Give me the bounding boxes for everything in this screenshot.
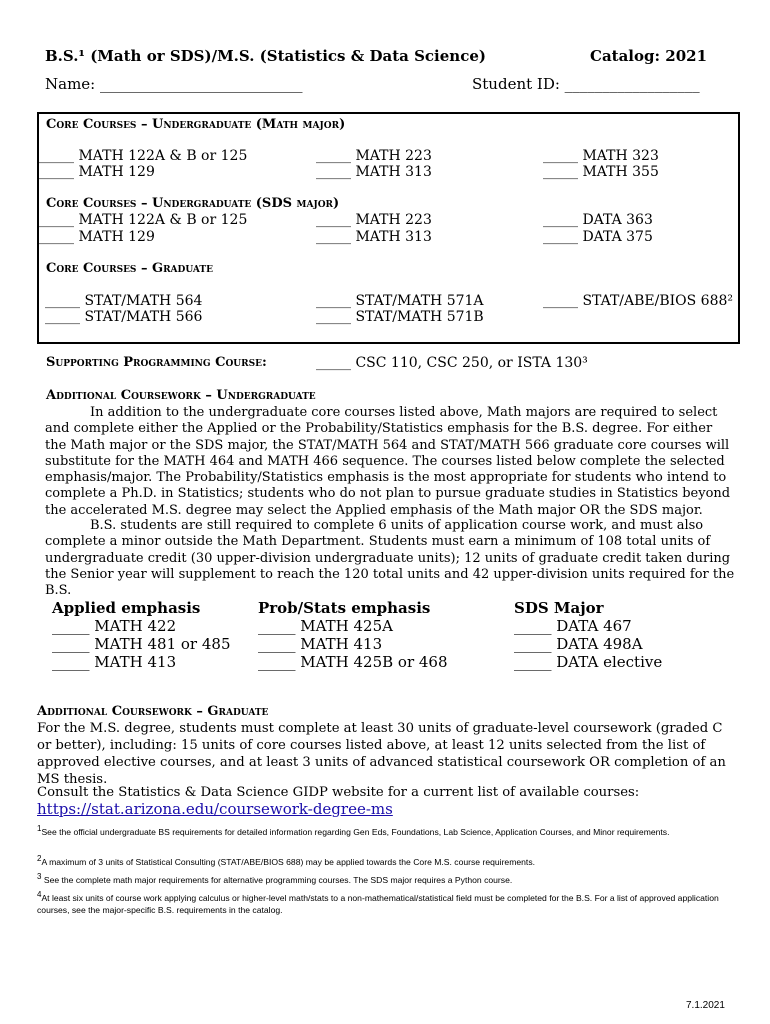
footnote-text: See the official undergraduate BS requirements for detailed information regarding Gen Eds, Foundations, Lab Science, Application Courses, and Minor requirements. xyxy=(41,827,670,837)
additional-ug-paragraph-2: B.S. students are still required to complete 6 units of application course work, and must also complete a minor outside the Math Department. Students must earn a minimum of 108 total units of undergraduate credit (30 upper-division undergraduate units); 12 units of graduate credit taken during the Senior year will supplement to reach the 120 total units and 42 upper-division units required for the B.S. xyxy=(45,518,735,599)
emphasis-course: _____ MATH 481 or 485 xyxy=(52,635,231,653)
footnote-text: See the complete math major requirements for alternative programming courses. The SDS major requires a Python course. xyxy=(41,875,513,885)
core-sds-heading: Core Courses – Undergraduate (SDS major) xyxy=(46,196,340,211)
core-sds-course: _____ MATH 313 xyxy=(316,229,432,245)
core-math-course: _____ MATH 323 xyxy=(543,148,659,164)
core-math-course: _____ MATH 223 xyxy=(316,148,432,164)
footnote xyxy=(37,874,737,886)
emphasis-heading: SDS Major xyxy=(514,599,604,617)
emphasis-course: _____ MATH 413 xyxy=(258,635,383,653)
core-grad-course: _____ STAT/ABE/BIOS 688² xyxy=(543,293,734,309)
emphasis-course: _____ DATA 498A xyxy=(514,635,643,653)
core-math-course: _____ MATH 313 xyxy=(316,164,432,180)
additional-ug-heading: Additional Coursework – Undergraduate xyxy=(46,388,316,403)
additional-grad-paragraph: For the M.S. degree, students must complete at least 30 units of graduate-level coursework (graded C or better), including: 15 units of core courses listed above, at least 12 units selected from the list of approved elective courses, and at least 3 units of advanced statistical coursework OR completion of an MS thesis. xyxy=(37,721,726,787)
emphasis-heading: Prob/Stats emphasis xyxy=(258,599,431,617)
additional-grad-heading: Additional Coursework – Graduate xyxy=(37,704,269,719)
footnote xyxy=(37,892,737,916)
footnote-text: A maximum of 3 units of Statistical Consulting (STAT/ABE/BIOS 688) may be applied towards the Core M.S. course requirements. xyxy=(41,857,536,867)
footnote-number: 3 xyxy=(37,872,42,882)
core-sds-course: _____ MATH 122A & B or 125 xyxy=(39,212,248,228)
supporting-course-label: Supporting Programming Course: xyxy=(46,355,267,370)
core-sds-course: _____ MATH 129 xyxy=(39,229,155,245)
additional-ug-paragraph-1: In addition to the undergraduate core courses listed above, Math majors are required to select and complete either the Applied or the Probability/Statistics emphasis for the B.S. degree. For either the Math major or the SDS major, the STAT/MATH 564 and STAT/MATH 566 graduate core courses will substitute for the MATH 464 and MATH 466 sequence. The courses listed below complete the selected emphasis/major. The Probability/Statistics emphasis is the most appropriate for students who intend to complete a Ph.D. in Statistics; students who do not plan to pursue graduate studies in Statistics beyond the accelerated M.S. degree may select the Applied emphasis of the Math major OR the SDS major. xyxy=(45,405,731,518)
footnote-number: 1 xyxy=(37,824,42,834)
core-sds-course: _____ MATH 223 xyxy=(316,212,432,228)
emphasis-heading: Applied emphasis xyxy=(52,599,201,617)
core-grad-course: _____ STAT/MATH 571B xyxy=(316,309,484,325)
core-grad-course: _____ STAT/MATH 571A xyxy=(316,293,484,309)
emphasis-course: _____ MATH 425A xyxy=(258,617,393,635)
name-field[interactable]: Name: ___________________________ xyxy=(45,75,303,93)
consult-text: Consult the Statistics & Data Science GIDP website for a current list of available courses: xyxy=(37,785,640,800)
core-math-heading: Core Courses – Undergraduate (Math major) xyxy=(46,117,346,132)
emphasis-course: _____ DATA 467 xyxy=(514,617,632,635)
supporting-course-text: _____ CSC 110, CSC 250, or ISTA 130³ xyxy=(316,355,588,371)
core-grad-course: _____ STAT/MATH 564 xyxy=(45,293,203,309)
footnote xyxy=(37,826,737,838)
core-math-course: _____ MATH 122A & B or 125 xyxy=(39,148,248,164)
emphasis-course: _____ MATH 422 xyxy=(52,617,177,635)
core-math-course: _____ MATH 355 xyxy=(543,164,659,180)
core-sds-course: _____ DATA 363 xyxy=(543,212,653,228)
page-title: B.S.¹ (Math or SDS)/M.S. (Statistics & Data Science) xyxy=(45,47,486,65)
footnote-number: 2 xyxy=(37,854,42,864)
catalog-year: Catalog: 2021 xyxy=(590,47,708,65)
revision-date: 7.1.2021 xyxy=(686,1000,725,1011)
emphasis-course: _____ DATA elective xyxy=(514,653,663,671)
core-math-course: _____ MATH 129 xyxy=(39,164,155,180)
core-grad-heading: Core Courses – Graduate xyxy=(46,261,213,276)
core-grad-course: _____ STAT/MATH 566 xyxy=(45,309,203,325)
core-sds-course: _____ DATA 375 xyxy=(543,229,653,245)
coursework-link[interactable]: https://stat.arizona.edu/coursework-degree-ms xyxy=(37,800,393,818)
emphasis-course: _____ MATH 425B or 468 xyxy=(258,653,448,671)
emphasis-course: _____ MATH 413 xyxy=(52,653,177,671)
student-id-field[interactable]: Student ID: __________________ xyxy=(472,75,700,93)
footnote xyxy=(37,856,737,868)
footnote-text: At least six units of course work applying calculus or higher-level math/stats to a non-mathematical/statistical field must be completed for the B.S. For a list of approved application courses, see the major-specific B.S. requirements in the catalog. xyxy=(37,893,719,915)
footnote-number: 4 xyxy=(37,890,42,900)
